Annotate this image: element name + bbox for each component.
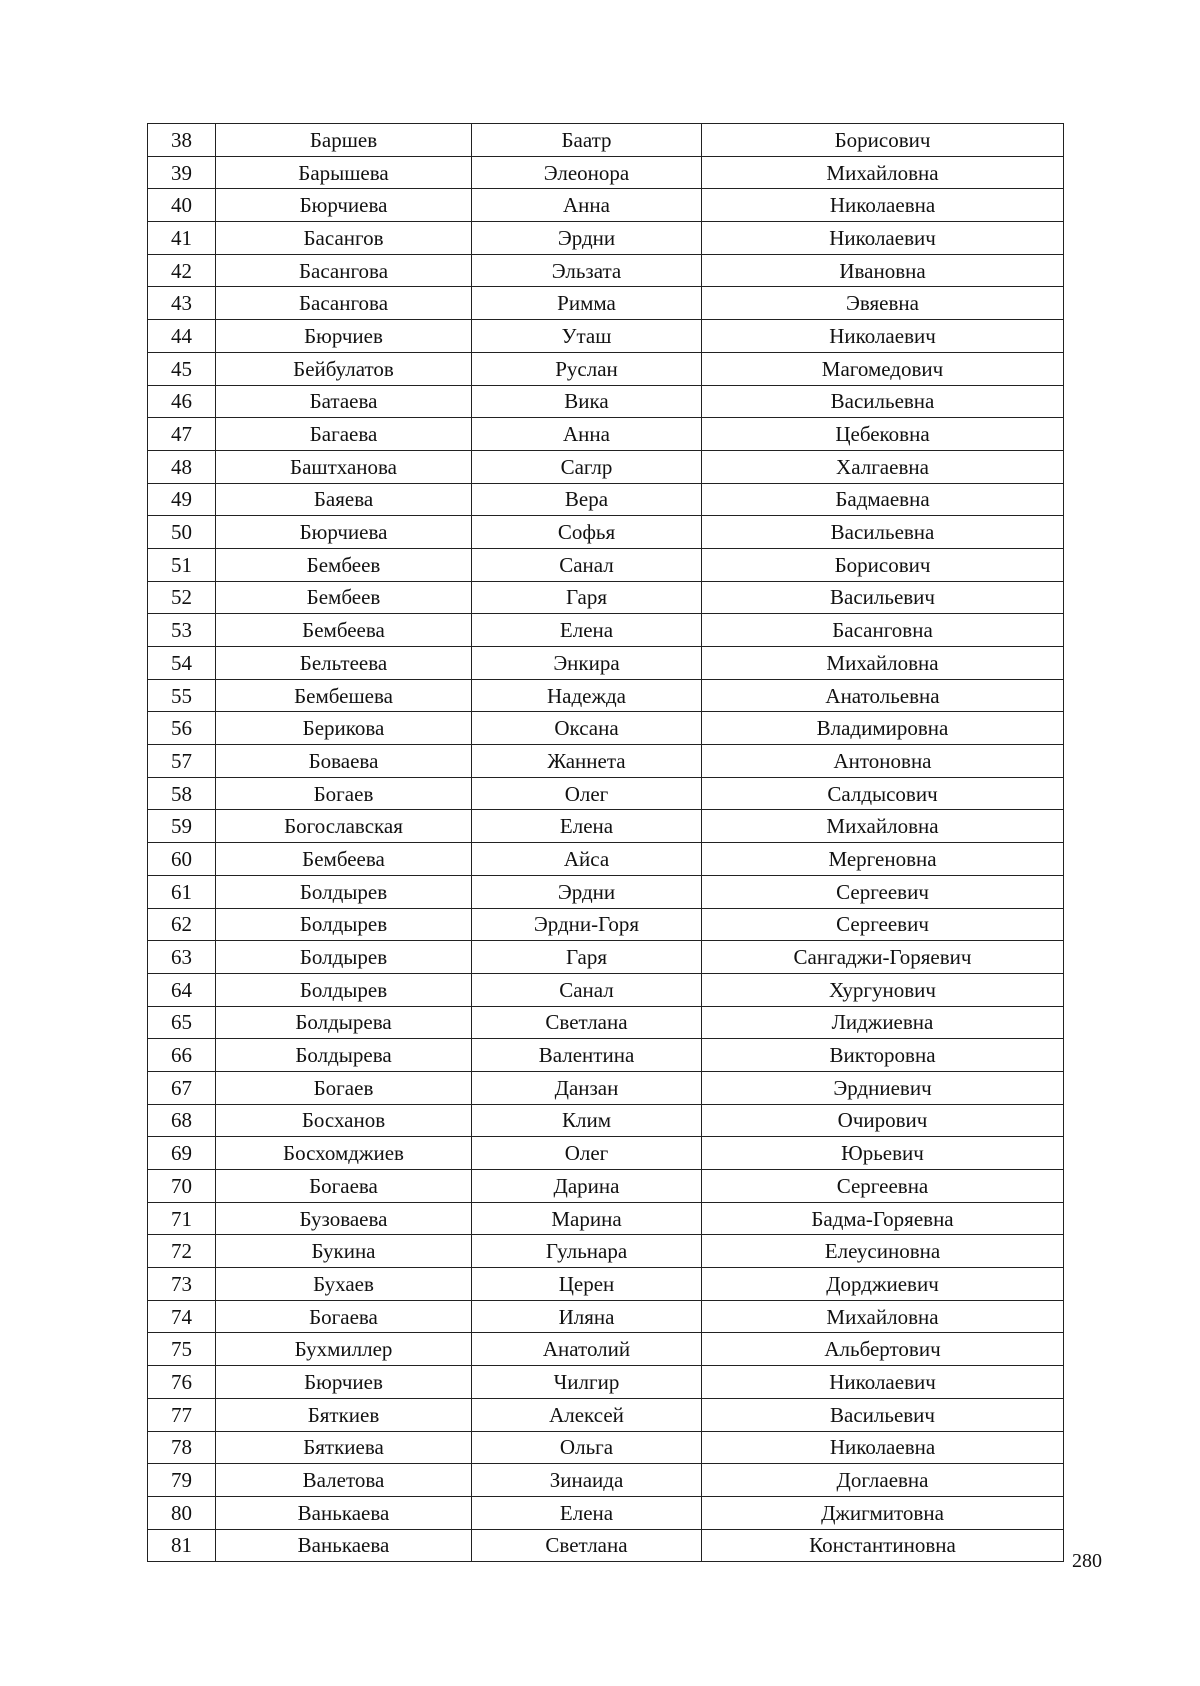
table-row (148, 418, 1064, 451)
last-name-cell: Батаева (216, 385, 472, 418)
table-row (148, 1170, 1064, 1203)
table-row (148, 581, 1064, 614)
patronymic-cell: Лиджиевна (702, 1006, 1064, 1039)
last-name-cell: Босхомджиев (216, 1137, 472, 1170)
row-number-cell: 76 (148, 1366, 216, 1399)
first-name-cell: Энкира (472, 647, 702, 680)
last-name-cell: Бембеев (216, 581, 472, 614)
row-number-cell: 77 (148, 1398, 216, 1431)
first-name-cell: Элеонора (472, 156, 702, 189)
row-number-cell: 56 (148, 712, 216, 745)
first-name-cell: Анатолий (472, 1333, 702, 1366)
patronymic-cell: Магомедович (702, 352, 1064, 385)
row-number-cell: 54 (148, 647, 216, 680)
patronymic-cell: Антоновна (702, 745, 1064, 778)
last-name-cell: Богаева (216, 1300, 472, 1333)
patronymic-cell: Очирович (702, 1104, 1064, 1137)
table-row (148, 287, 1064, 320)
patronymic-cell: Васильевна (702, 385, 1064, 418)
first-name-cell: Эрдни-Горя (472, 908, 702, 941)
last-name-cell: Бейбулатов (216, 352, 472, 385)
first-name-cell: Елена (472, 810, 702, 843)
first-name-cell: Эрдни (472, 222, 702, 255)
table-row (148, 843, 1064, 876)
last-name-cell: Богаева (216, 1170, 472, 1203)
table-row (148, 254, 1064, 287)
first-name-cell: Эрдни (472, 875, 702, 908)
first-name-cell: Ольга (472, 1431, 702, 1464)
patronymic-cell: Халгаевна (702, 450, 1064, 483)
patronymic-cell: Альбертович (702, 1333, 1064, 1366)
last-name-cell: Болдырев (216, 941, 472, 974)
table-row (148, 483, 1064, 516)
first-name-cell: Саглр (472, 450, 702, 483)
last-name-cell: Бюрчиев (216, 1366, 472, 1399)
last-name-cell: Боваева (216, 745, 472, 778)
first-name-cell: Светлана (472, 1529, 702, 1562)
table-row (148, 352, 1064, 385)
row-number-cell: 66 (148, 1039, 216, 1072)
first-name-cell: Зинаида (472, 1464, 702, 1497)
last-name-cell: Бембешева (216, 679, 472, 712)
row-number-cell: 75 (148, 1333, 216, 1366)
first-name-cell: Анна (472, 418, 702, 451)
patronymic-cell: Эрдниевич (702, 1071, 1064, 1104)
row-number-cell: 43 (148, 287, 216, 320)
first-name-cell: Баатр (472, 124, 702, 157)
row-number-cell: 41 (148, 222, 216, 255)
first-name-cell: Вика (472, 385, 702, 418)
last-name-cell: Бембеев (216, 548, 472, 581)
table-row (148, 1268, 1064, 1301)
first-name-cell: Олег (472, 777, 702, 810)
patronymic-cell: Михайловна (702, 1300, 1064, 1333)
row-number-cell: 52 (148, 581, 216, 614)
table-row (148, 745, 1064, 778)
table-row (148, 1202, 1064, 1235)
last-name-cell: Бухаев (216, 1268, 472, 1301)
patronymic-cell: Викторовна (702, 1039, 1064, 1072)
table-row (148, 222, 1064, 255)
table-row (148, 777, 1064, 810)
first-name-cell: Жаннета (472, 745, 702, 778)
table-row (148, 548, 1064, 581)
last-name-cell: Бюрчиева (216, 189, 472, 222)
patronymic-cell: Сергеевич (702, 875, 1064, 908)
last-name-cell: Басангова (216, 287, 472, 320)
patronymic-cell: Дорджиевич (702, 1268, 1064, 1301)
first-name-cell: Елена (472, 614, 702, 647)
patronymic-cell: Васильевич (702, 1398, 1064, 1431)
first-name-cell: Гаря (472, 581, 702, 614)
first-name-cell: Эльзата (472, 254, 702, 287)
table-row (148, 1333, 1064, 1366)
last-name-cell: Бембеева (216, 614, 472, 647)
first-name-cell: Гаря (472, 941, 702, 974)
patronymic-cell: Сергеевна (702, 1170, 1064, 1203)
patronymic-cell: Цебековна (702, 418, 1064, 451)
last-name-cell: Барышева (216, 156, 472, 189)
table-row (148, 156, 1064, 189)
row-number-cell: 63 (148, 941, 216, 974)
patronymic-cell: Михайловна (702, 156, 1064, 189)
last-name-cell: Бузоваева (216, 1202, 472, 1235)
patronymic-cell: Борисович (702, 548, 1064, 581)
first-name-cell: Вера (472, 483, 702, 516)
row-number-cell: 59 (148, 810, 216, 843)
last-name-cell: Бюрчиева (216, 516, 472, 549)
patronymic-cell: Сангаджи-Горяевич (702, 941, 1064, 974)
table-row (148, 1137, 1064, 1170)
first-name-cell: Анна (472, 189, 702, 222)
patronymic-cell: Салдысович (702, 777, 1064, 810)
patronymic-cell: Николаевна (702, 1431, 1064, 1464)
first-name-cell: Елена (472, 1496, 702, 1529)
patronymic-cell: Хургунович (702, 973, 1064, 1006)
first-name-cell: Оксана (472, 712, 702, 745)
row-number-cell: 49 (148, 483, 216, 516)
patronymic-cell: Басанговна (702, 614, 1064, 647)
row-number-cell: 72 (148, 1235, 216, 1268)
last-name-cell: Букина (216, 1235, 472, 1268)
first-name-cell: Марина (472, 1202, 702, 1235)
first-name-cell: Данзан (472, 1071, 702, 1104)
roster-table (147, 123, 1064, 1562)
table-row (148, 1366, 1064, 1399)
table-row (148, 1235, 1064, 1268)
patronymic-cell: Юрьевич (702, 1137, 1064, 1170)
first-name-cell: Санал (472, 973, 702, 1006)
last-name-cell: Ванькаева (216, 1529, 472, 1562)
row-number-cell: 48 (148, 450, 216, 483)
first-name-cell: Церен (472, 1268, 702, 1301)
last-name-cell: Бяткиев (216, 1398, 472, 1431)
first-name-cell: Гульнара (472, 1235, 702, 1268)
row-number-cell: 58 (148, 777, 216, 810)
row-number-cell: 39 (148, 156, 216, 189)
row-number-cell: 61 (148, 875, 216, 908)
first-name-cell: Римма (472, 287, 702, 320)
patronymic-cell: Бадма-Горяевна (702, 1202, 1064, 1235)
table-row (148, 810, 1064, 843)
row-number-cell: 50 (148, 516, 216, 549)
row-number-cell: 68 (148, 1104, 216, 1137)
last-name-cell: Богаев (216, 777, 472, 810)
first-name-cell: Санал (472, 548, 702, 581)
table-row (148, 1398, 1064, 1431)
table-row (148, 614, 1064, 647)
table-row (148, 1006, 1064, 1039)
table-row (148, 1529, 1064, 1562)
patronymic-cell: Николаевич (702, 1366, 1064, 1399)
first-name-cell: Дарина (472, 1170, 702, 1203)
row-number-cell: 67 (148, 1071, 216, 1104)
table-row (148, 973, 1064, 1006)
row-number-cell: 51 (148, 548, 216, 581)
table-row (148, 1300, 1064, 1333)
last-name-cell: Бяткиева (216, 1431, 472, 1464)
last-name-cell: Болдырева (216, 1039, 472, 1072)
page-number: 280 (1072, 1550, 1102, 1572)
last-name-cell: Бембеева (216, 843, 472, 876)
patronymic-cell: Сергеевич (702, 908, 1064, 941)
table-row (148, 712, 1064, 745)
last-name-cell: Болдырев (216, 875, 472, 908)
row-number-cell: 64 (148, 973, 216, 1006)
table-row (148, 941, 1064, 974)
table-row (148, 1039, 1064, 1072)
roster-table-body (148, 124, 1064, 1562)
row-number-cell: 55 (148, 679, 216, 712)
last-name-cell: Бюрчиев (216, 320, 472, 353)
first-name-cell: Светлана (472, 1006, 702, 1039)
patronymic-cell: Михайловна (702, 810, 1064, 843)
table-row (148, 124, 1064, 157)
row-number-cell: 81 (148, 1529, 216, 1562)
patronymic-cell: Анатольевна (702, 679, 1064, 712)
patronymic-cell: Доглаевна (702, 1464, 1064, 1497)
row-number-cell: 62 (148, 908, 216, 941)
row-number-cell: 44 (148, 320, 216, 353)
row-number-cell: 74 (148, 1300, 216, 1333)
patronymic-cell: Эвяевна (702, 287, 1064, 320)
row-number-cell: 42 (148, 254, 216, 287)
table-row (148, 385, 1064, 418)
first-name-cell: Чилгир (472, 1366, 702, 1399)
first-name-cell: Надежда (472, 679, 702, 712)
last-name-cell: Босханов (216, 1104, 472, 1137)
row-number-cell: 71 (148, 1202, 216, 1235)
row-number-cell: 78 (148, 1431, 216, 1464)
patronymic-cell: Константиновна (702, 1529, 1064, 1562)
row-number-cell: 46 (148, 385, 216, 418)
last-name-cell: Богаев (216, 1071, 472, 1104)
first-name-cell: Уташ (472, 320, 702, 353)
first-name-cell: Валентина (472, 1039, 702, 1072)
first-name-cell: Руслан (472, 352, 702, 385)
patronymic-cell: Мергеновна (702, 843, 1064, 876)
row-number-cell: 79 (148, 1464, 216, 1497)
last-name-cell: Болдырев (216, 908, 472, 941)
first-name-cell: Софья (472, 516, 702, 549)
last-name-cell: Богославская (216, 810, 472, 843)
row-number-cell: 60 (148, 843, 216, 876)
row-number-cell: 69 (148, 1137, 216, 1170)
last-name-cell: Валетова (216, 1464, 472, 1497)
table-row (148, 875, 1064, 908)
table-row (148, 1071, 1064, 1104)
last-name-cell: Бельтеева (216, 647, 472, 680)
table-row (148, 647, 1064, 680)
last-name-cell: Басангова (216, 254, 472, 287)
table-row (148, 679, 1064, 712)
patronymic-cell: Джигмитовна (702, 1496, 1064, 1529)
patronymic-cell: Михайловна (702, 647, 1064, 680)
last-name-cell: Басангов (216, 222, 472, 255)
row-number-cell: 80 (148, 1496, 216, 1529)
last-name-cell: Багаева (216, 418, 472, 451)
last-name-cell: Баштханова (216, 450, 472, 483)
patronymic-cell: Владимировна (702, 712, 1064, 745)
row-number-cell: 65 (148, 1006, 216, 1039)
patronymic-cell: Николаевна (702, 189, 1064, 222)
table-row (148, 320, 1064, 353)
patronymic-cell: Бадмаевна (702, 483, 1064, 516)
patronymic-cell: Николаевич (702, 320, 1064, 353)
last-name-cell: Бухмиллер (216, 1333, 472, 1366)
patronymic-cell: Васильевна (702, 516, 1064, 549)
first-name-cell: Айса (472, 843, 702, 876)
first-name-cell: Клим (472, 1104, 702, 1137)
row-number-cell: 47 (148, 418, 216, 451)
table-row (148, 1104, 1064, 1137)
first-name-cell: Алексей (472, 1398, 702, 1431)
first-name-cell: Иляна (472, 1300, 702, 1333)
last-name-cell: Баяева (216, 483, 472, 516)
row-number-cell: 40 (148, 189, 216, 222)
row-number-cell: 73 (148, 1268, 216, 1301)
table-row (148, 1464, 1064, 1497)
patronymic-cell: Ивановна (702, 254, 1064, 287)
row-number-cell: 57 (148, 745, 216, 778)
table-row (148, 1431, 1064, 1464)
table-row (148, 516, 1064, 549)
patronymic-cell: Борисович (702, 124, 1064, 157)
patronymic-cell: Николаевич (702, 222, 1064, 255)
last-name-cell: Болдырев (216, 973, 472, 1006)
row-number-cell: 45 (148, 352, 216, 385)
table-row (148, 908, 1064, 941)
row-number-cell: 70 (148, 1170, 216, 1203)
last-name-cell: Ванькаева (216, 1496, 472, 1529)
row-number-cell: 53 (148, 614, 216, 647)
table-row (148, 450, 1064, 483)
last-name-cell: Баршев (216, 124, 472, 157)
table-row (148, 1496, 1064, 1529)
last-name-cell: Болдырева (216, 1006, 472, 1039)
last-name-cell: Берикова (216, 712, 472, 745)
patronymic-cell: Елеусиновна (702, 1235, 1064, 1268)
row-number-cell: 38 (148, 124, 216, 157)
patronymic-cell: Васильевич (702, 581, 1064, 614)
table-row (148, 189, 1064, 222)
first-name-cell: Олег (472, 1137, 702, 1170)
